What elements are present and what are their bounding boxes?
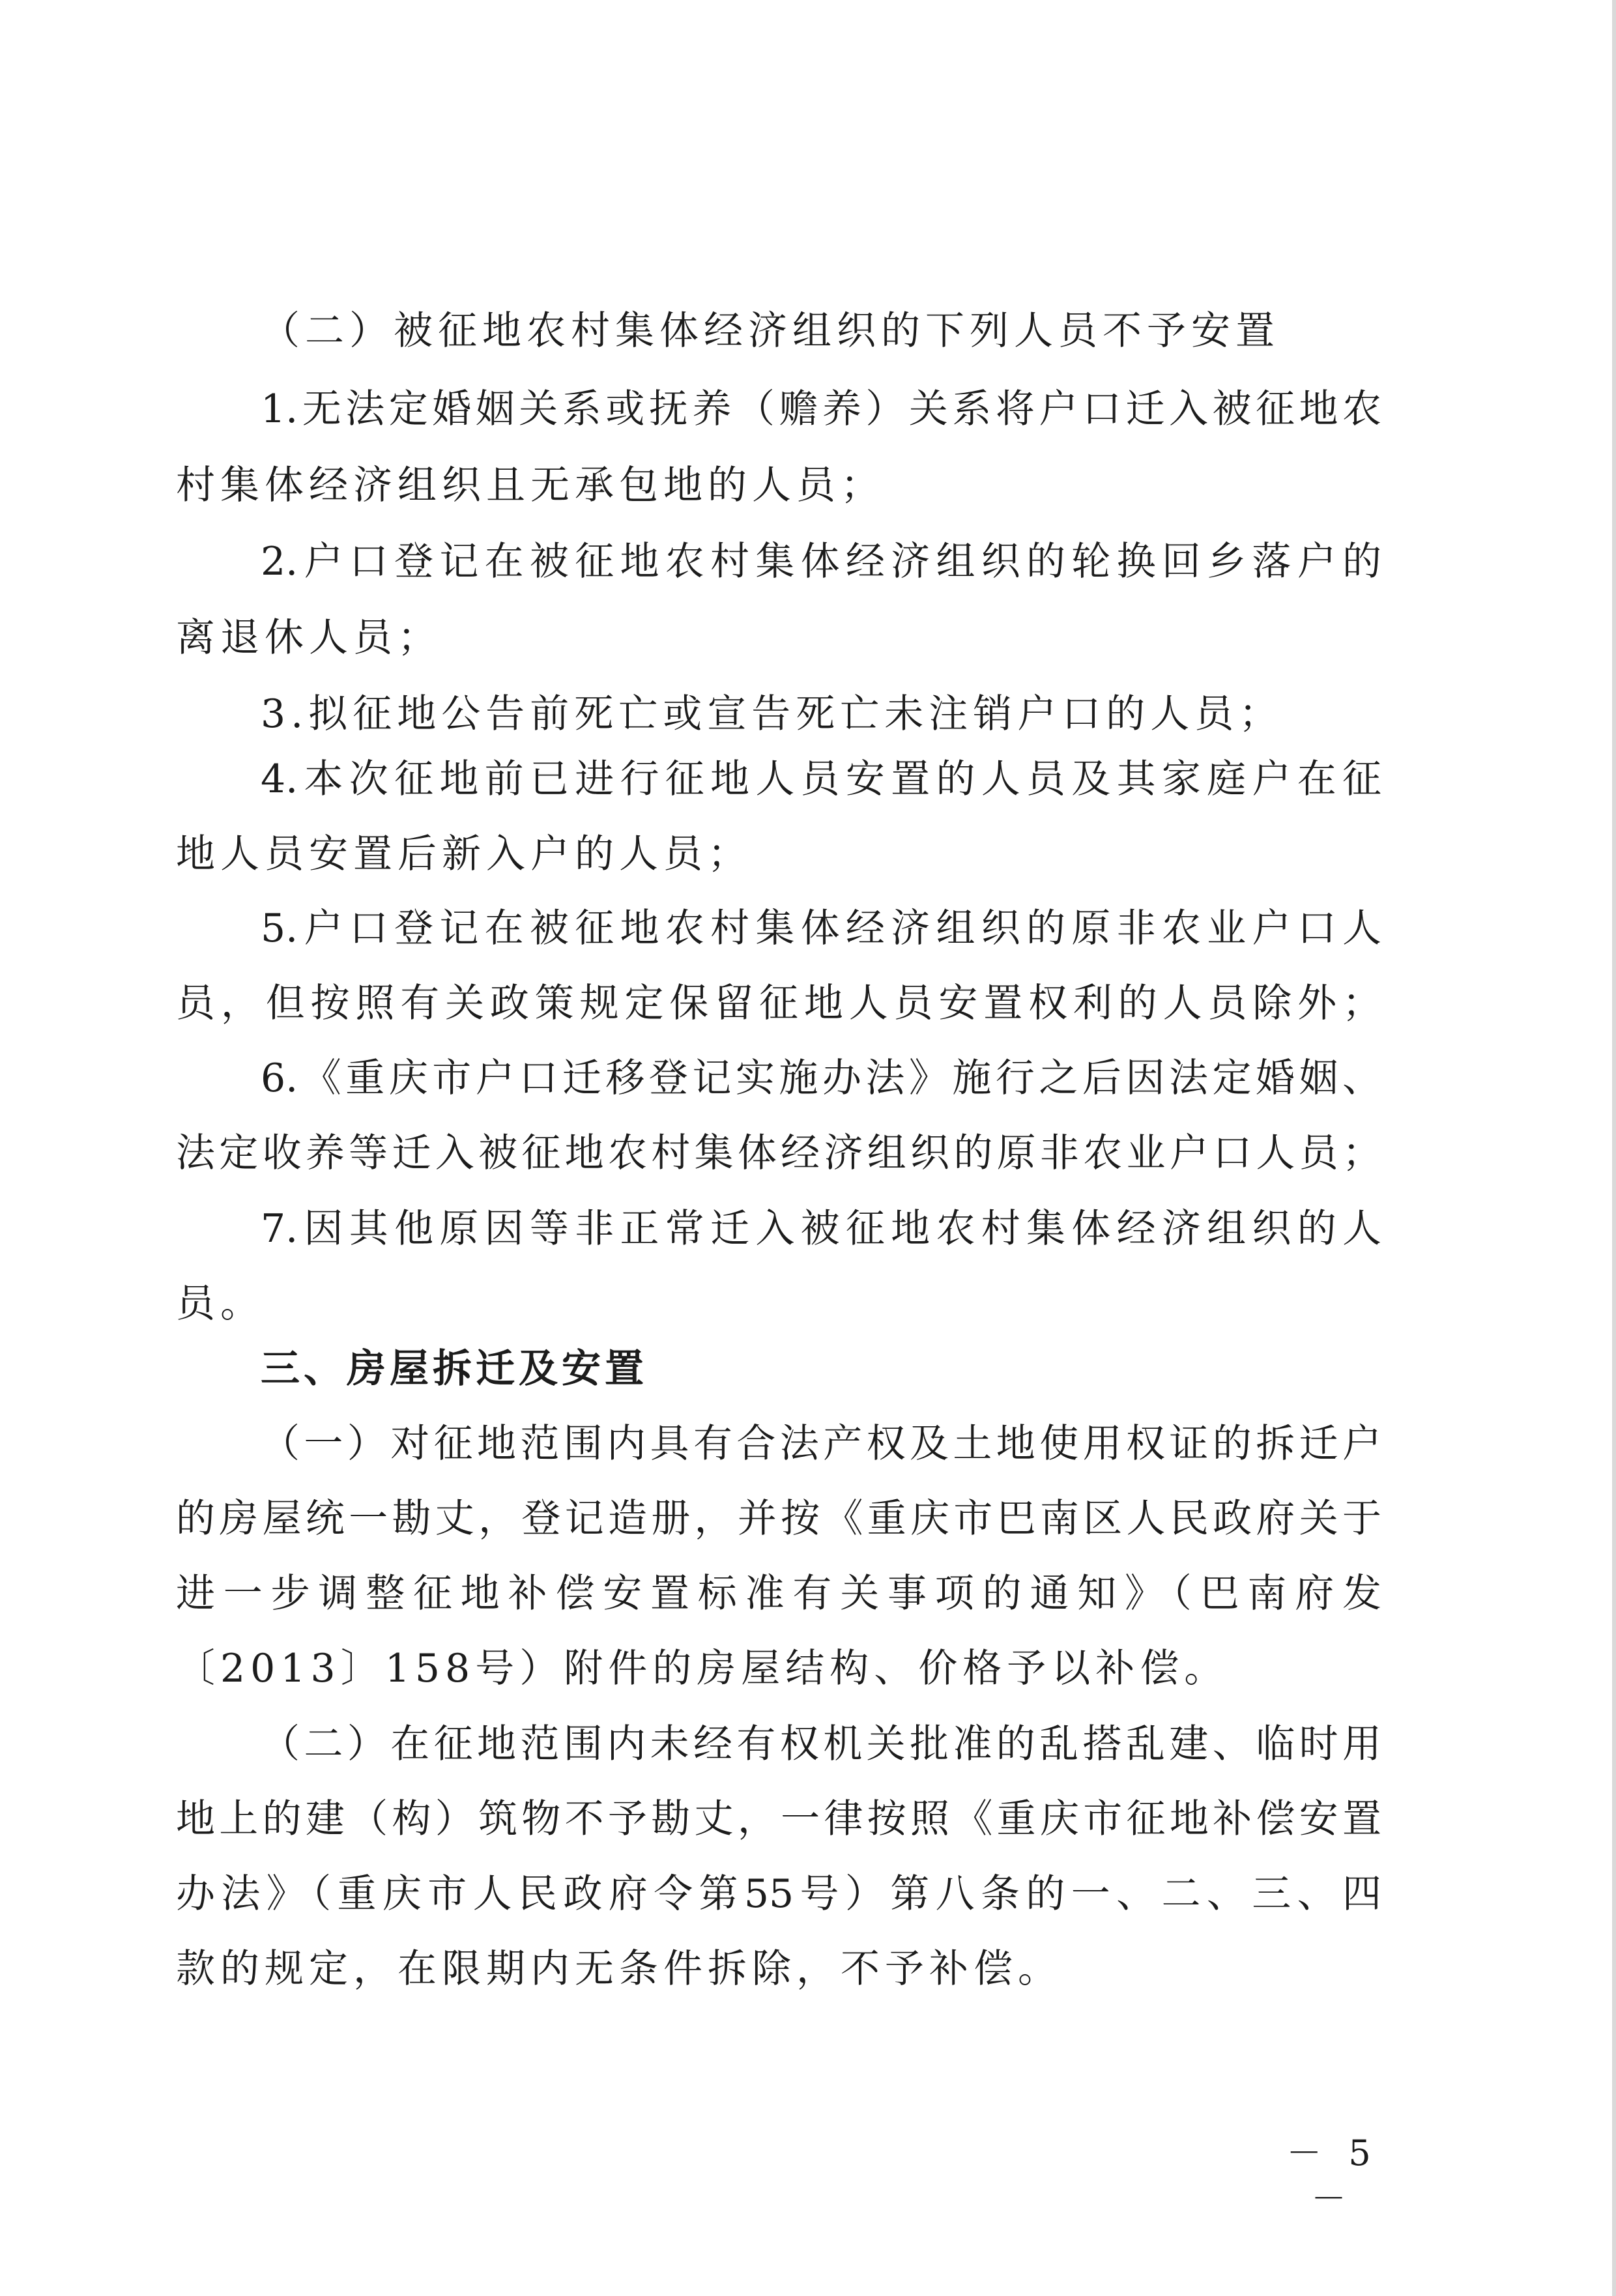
paragraph-line: 员，但按照有关政策规定保留征地人员安置权利的人员除外； [176, 981, 1381, 1026]
section-heading: 三、房屋拆迁及安置 [261, 1346, 648, 1392]
paragraph-line: 款的规定，在限期内无条件拆除，不予补偿。 [176, 1946, 1062, 1992]
paragraph-line: 办法》（重庆市人民政府令第55号）第八条的一、二、三、四 [176, 1871, 1381, 1917]
paragraph-line: 2.户口登记在被征地农村集体经济组织的轮换回乡落户的 [261, 539, 1381, 584]
paragraph-line: 进一步调整征地补偿安置标准有关事项的通知》（巴南府发 [176, 1571, 1381, 1616]
paragraph-line: 7.因其他原因等非正常迁入被征地农村集体经济组织的人 [261, 1206, 1381, 1252]
subsection-heading: （二）被征地农村集体经济组织的下列人员不予安置 [261, 308, 1280, 354]
paragraph-line: 地人员安置后新入户的人员； [176, 831, 752, 877]
paragraph-line: 〔2013〕158号）附件的房屋结构、价格予以补偿。 [176, 1646, 1229, 1691]
paragraph-line: 地上的建（构）筑物不予勘丈，一律按照《重庆市征地补偿安置 [176, 1796, 1381, 1842]
paragraph-line: 员。 [176, 1281, 265, 1327]
paragraph-line: 4.本次征地前已进行征地人员安置的人员及其家庭户在征 [261, 756, 1381, 802]
paragraph-line: 村集体经济组织且无承包地的人员； [176, 463, 885, 508]
paragraph-line: 的房屋统一勘丈，登记造册，并按《重庆市巴南区人民政府关于 [176, 1496, 1381, 1542]
paragraph-line: 5.户口登记在被征地农村集体经济组织的原非农业户口人 [261, 906, 1381, 951]
paragraph-line: （二）在征地范围内未经有权机关批准的乱搭乱建、临时用 [261, 1721, 1381, 1767]
paragraph-line: 法定收养等迁入被征地农村集体经济组织的原非农业户口人员； [176, 1130, 1381, 1176]
paragraph-line: 离退休人员； [176, 615, 442, 661]
paragraph-line: 1.无法定婚姻关系或抚养（赡养）关系将户口迁入被征地农 [261, 386, 1381, 432]
paragraph-line: 6.《重庆市户口迁移登记实施办法》施行之后因法定婚姻、 [261, 1055, 1381, 1101]
paragraph-line: （一）对征地范围内具有合法产权及土地使用权证的拆迁户 [261, 1421, 1381, 1467]
paragraph-line: 3.拟征地公告前死亡或宣告死亡未注销户口的人员； [261, 691, 1284, 737]
page-number: － 5 － [1286, 2132, 1379, 2219]
